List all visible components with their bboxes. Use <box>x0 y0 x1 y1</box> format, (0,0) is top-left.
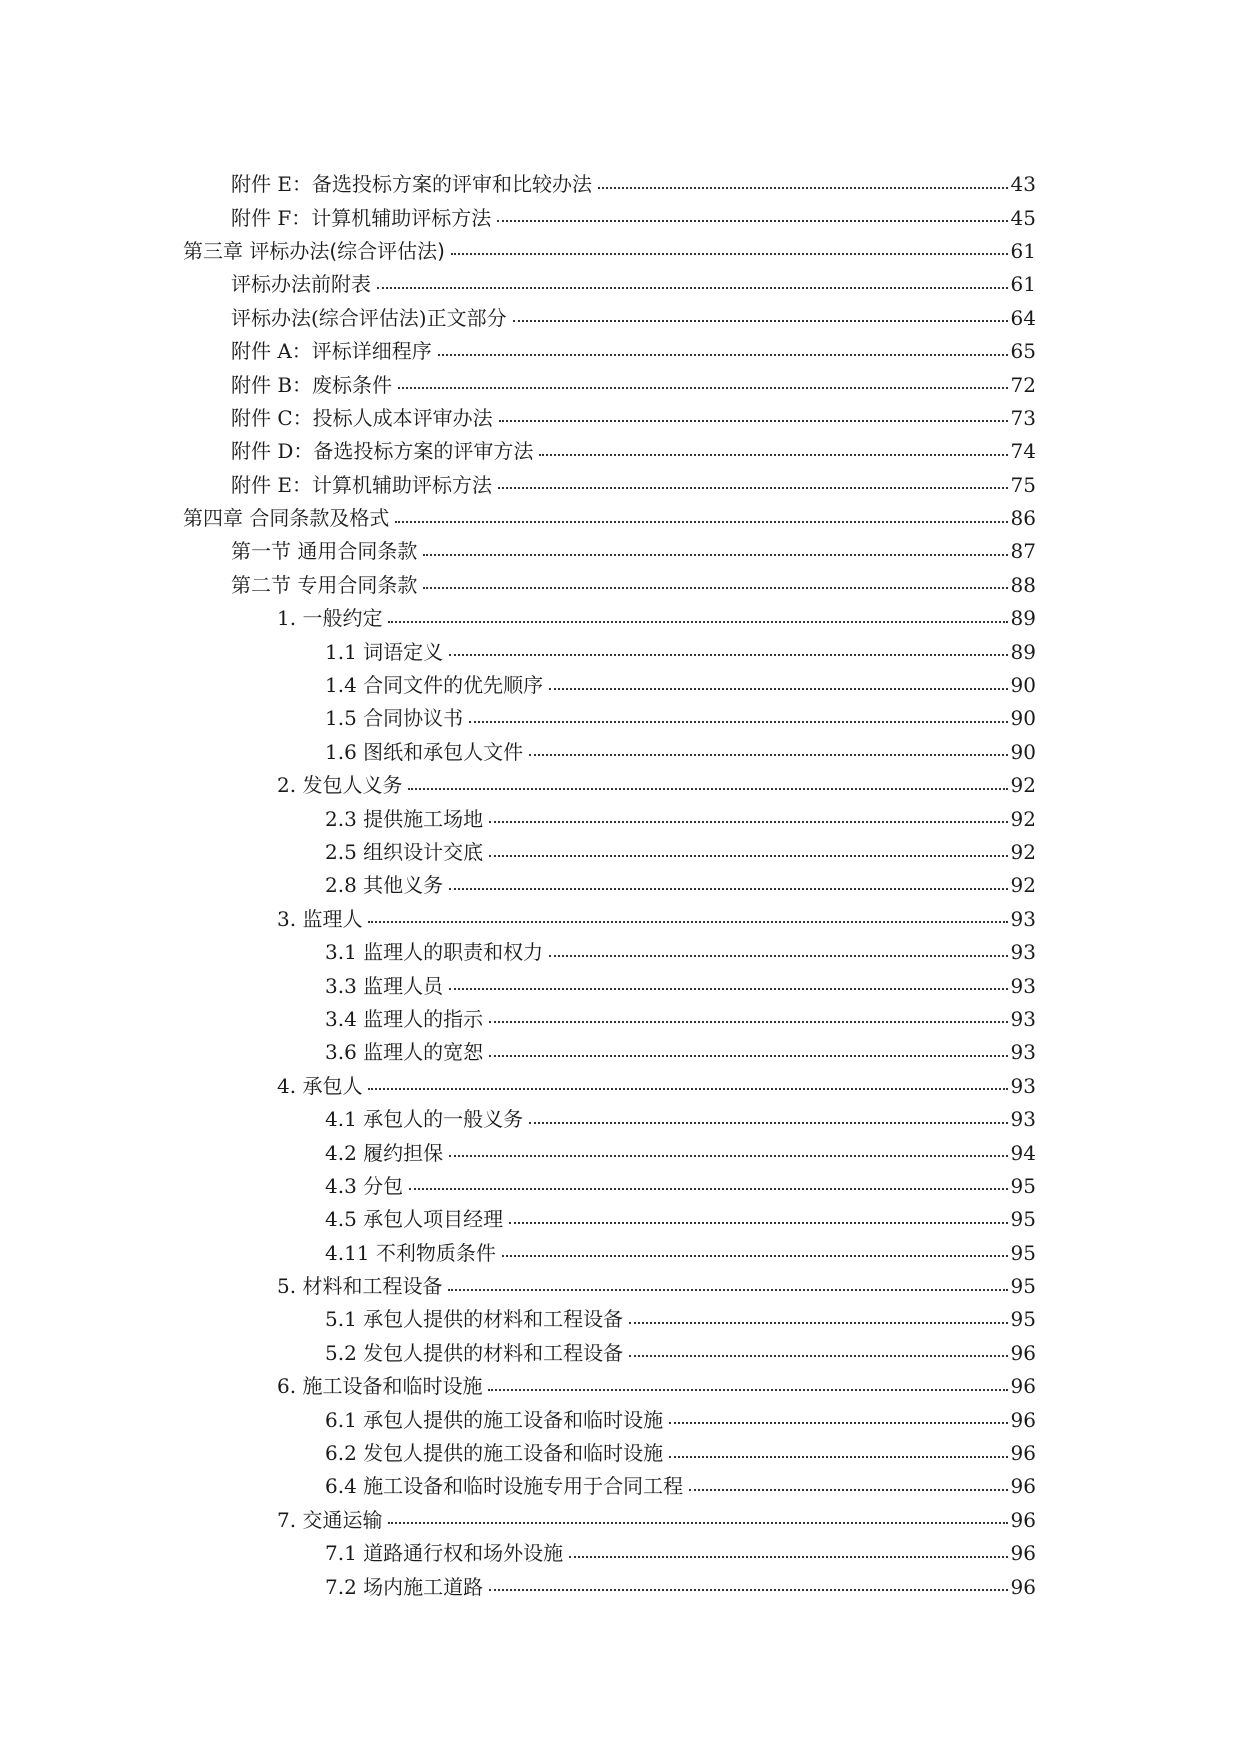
dot-leader <box>569 1556 1007 1558</box>
dot-leader <box>489 1021 1007 1023</box>
toc-entry-page-number: 90 <box>1010 739 1036 764</box>
toc-entry-title: 3.3 监理人员 <box>325 973 444 998</box>
toc-entry-title: 评标办法(综合评估法)正文部分 <box>231 305 507 330</box>
toc-entry[interactable] <box>0 1504 1241 1537</box>
toc-entry[interactable] <box>0 402 1241 435</box>
toc-entry-page-number: 61 <box>1010 272 1036 297</box>
dot-leader <box>449 888 1007 890</box>
toc-entry[interactable] <box>0 268 1241 301</box>
toc-entry-title: 5.1 承包人提供的材料和工程设备 <box>325 1307 624 1332</box>
toc-entry-title: 7.2 场内施工道路 <box>325 1574 484 1599</box>
toc-entry-title: 2. 发包人义务 <box>277 773 403 798</box>
dot-leader <box>598 187 1008 189</box>
dot-leader <box>398 387 1007 389</box>
toc-entry[interactable] <box>0 969 1241 1002</box>
toc-entry[interactable] <box>0 1570 1241 1603</box>
dot-leader <box>489 1055 1007 1057</box>
dot-leader <box>489 855 1007 857</box>
toc-entry-page-number: 90 <box>1010 673 1036 698</box>
dot-leader <box>449 654 1007 656</box>
toc-entry-title: 5.2 发包人提供的材料和工程设备 <box>325 1340 624 1365</box>
dot-leader <box>469 721 1007 723</box>
toc-entry-title: 附件 B：废标条件 <box>231 372 393 397</box>
dot-leader <box>377 287 1008 289</box>
toc-entry[interactable] <box>0 1036 1241 1069</box>
toc-entry-title: 2.5 组织设计交底 <box>325 840 484 864</box>
toc-entry-title: 3.6 监理人的宽恕 <box>325 1040 484 1065</box>
toc-entry-page-number: 95 <box>1010 1274 1036 1299</box>
toc-entry-title: 7.1 道路通行权和场外设施 <box>325 1541 564 1566</box>
dot-leader <box>529 754 1007 756</box>
toc-entry-page-number: 96 <box>1010 1507 1036 1532</box>
toc-entry[interactable] <box>0 1303 1241 1336</box>
toc-entry-title: 4.5 承包人项目经理 <box>325 1207 504 1232</box>
toc-entry-page-number: 93 <box>1010 973 1036 998</box>
table-of-contents <box>0 168 1241 1604</box>
toc-entry[interactable] <box>0 736 1241 769</box>
toc-entry-page-number: 93 <box>1010 1040 1036 1065</box>
dot-leader <box>449 988 1007 990</box>
toc-entry-page-number: 93 <box>1010 1073 1036 1098</box>
toc-entry-page-number: 96 <box>1010 1474 1036 1499</box>
toc-entry-title: 附件 D：备选投标方案的评审方法 <box>231 439 534 464</box>
toc-entry[interactable] <box>0 1003 1241 1036</box>
dot-leader <box>549 955 1007 957</box>
dot-leader <box>629 1322 1007 1324</box>
toc-entry[interactable] <box>0 535 1241 568</box>
toc-entry[interactable] <box>0 1403 1241 1436</box>
toc-entry[interactable] <box>0 1537 1241 1570</box>
dot-leader <box>488 1389 1007 1391</box>
dot-leader <box>395 521 1007 523</box>
toc-entry-page-number: 92 <box>1010 773 1036 798</box>
dot-leader <box>388 621 1007 623</box>
dot-leader <box>509 1222 1007 1224</box>
toc-entry-title: 附件 C：投标人成本评审办法 <box>231 405 493 430</box>
toc-entry[interactable] <box>0 1470 1241 1503</box>
toc-entry-title: 3.4 监理人的指示 <box>325 1006 484 1031</box>
toc-entry-title: 1.6 图纸和承包人文件 <box>325 739 524 764</box>
toc-entry-title: 6.1 承包人提供的施工设备和临时设施 <box>325 1407 664 1432</box>
dot-leader <box>629 1355 1007 1357</box>
toc-entry-page-number: 92 <box>1010 806 1036 831</box>
toc-entry-page-number: 43 <box>1010 172 1036 197</box>
dot-leader <box>502 1255 1008 1257</box>
toc-entry-title: 附件 A：评标详细程序 <box>231 339 432 364</box>
toc-entry-title: 附件 E：计算机辅助评标方法 <box>231 472 492 497</box>
toc-entry-title: 3.1 监理人的职责和权力 <box>325 940 544 965</box>
toc-entry-title: 第三章 评标办法(综合评估法) <box>183 238 445 263</box>
toc-entry-title: 1. 一般约定 <box>277 606 383 631</box>
toc-entry[interactable] <box>0 1337 1241 1370</box>
toc-entry-page-number: 96 <box>1010 1374 1036 1399</box>
toc-entry-page-number: 92 <box>1010 840 1036 864</box>
toc-entry-page-number: 72 <box>1010 372 1036 397</box>
dot-leader <box>388 1522 1007 1524</box>
toc-entry-page-number: 95 <box>1010 1207 1036 1232</box>
toc-entry-page-number: 73 <box>1010 405 1036 430</box>
toc-entry-page-number: 86 <box>1010 506 1036 531</box>
toc-entry[interactable] <box>0 869 1241 902</box>
toc-entry[interactable] <box>0 435 1241 468</box>
toc-entry[interactable] <box>0 802 1241 835</box>
dot-leader <box>408 788 1007 790</box>
dot-leader <box>368 921 1007 923</box>
toc-entry[interactable] <box>0 1170 1241 1203</box>
dot-leader <box>549 688 1007 690</box>
toc-entry[interactable] <box>0 669 1241 702</box>
toc-entry-page-number: 89 <box>1010 639 1036 664</box>
toc-entry-page-number: 96 <box>1010 1407 1036 1432</box>
toc-entry[interactable] <box>0 1370 1241 1403</box>
toc-entry[interactable] <box>0 769 1241 802</box>
dot-leader <box>539 454 1007 456</box>
toc-entry[interactable] <box>0 836 1241 869</box>
dot-leader <box>409 1188 1007 1190</box>
toc-entry-page-number: 95 <box>1010 1173 1036 1198</box>
dot-leader <box>498 487 1008 489</box>
toc-entry-title: 附件 E：备选投标方案的评审和比较办法 <box>231 172 592 197</box>
toc-entry[interactable] <box>0 235 1241 268</box>
toc-entry-page-number: 95 <box>1010 1240 1036 1265</box>
toc-entry-page-number: 95 <box>1010 1307 1036 1332</box>
toc-entry[interactable] <box>0 1070 1241 1103</box>
dot-leader <box>423 554 1007 556</box>
dot-leader <box>368 1088 1007 1090</box>
toc-entry-title: 4.2 履约担保 <box>325 1140 444 1165</box>
toc-entry-title: 5. 材料和工程设备 <box>277 1274 443 1299</box>
dot-leader <box>438 354 1008 356</box>
toc-entry-page-number: 94 <box>1010 1140 1036 1165</box>
dot-leader <box>448 1289 1007 1291</box>
toc-entry[interactable] <box>0 168 1241 201</box>
dot-leader <box>669 1422 1007 1424</box>
toc-entry-title: 4. 承包人 <box>277 1073 363 1098</box>
dot-leader <box>669 1456 1007 1458</box>
toc-entry-title: 第二节 专用合同条款 <box>231 572 418 597</box>
dot-leader <box>529 1122 1007 1124</box>
dot-leader <box>423 587 1007 589</box>
toc-entry-title: 6.2 发包人提供的施工设备和临时设施 <box>325 1441 664 1466</box>
toc-entry-page-number: 92 <box>1010 873 1036 898</box>
toc-entry-title: 附件 F：计算机辅助评标方法 <box>231 205 492 230</box>
toc-entry-page-number: 93 <box>1010 1006 1036 1031</box>
toc-entry-page-number: 93 <box>1010 906 1036 931</box>
toc-entry-page-number: 90 <box>1010 706 1036 731</box>
toc-entry-page-number: 74 <box>1010 439 1036 464</box>
toc-entry[interactable] <box>0 502 1241 535</box>
toc-entry-title: 3. 监理人 <box>277 906 363 931</box>
toc-entry-page-number: 96 <box>1010 1541 1036 1566</box>
toc-entry-page-number: 96 <box>1010 1340 1036 1365</box>
dot-leader <box>513 320 1008 322</box>
toc-entry-page-number: 75 <box>1010 472 1036 497</box>
toc-entry-title: 第四章 合同条款及格式 <box>183 506 390 531</box>
toc-entry[interactable] <box>0 903 1241 936</box>
toc-entry-title: 4.11 不利物质条件 <box>325 1240 496 1265</box>
toc-entry-title: 4.3 分包 <box>325 1173 404 1198</box>
toc-entry-page-number: 45 <box>1010 205 1036 230</box>
dot-leader <box>499 420 1008 422</box>
toc-entry[interactable] <box>0 1203 1241 1236</box>
toc-entry[interactable] <box>0 201 1241 234</box>
toc-entry-page-number: 64 <box>1010 305 1036 330</box>
toc-entry-page-number: 93 <box>1010 940 1036 965</box>
toc-entry-page-number: 65 <box>1010 339 1036 364</box>
toc-entry[interactable] <box>0 602 1241 635</box>
toc-entry[interactable] <box>0 335 1241 368</box>
toc-entry-page-number: 96 <box>1010 1441 1036 1466</box>
toc-entry-page-number: 88 <box>1010 572 1036 597</box>
toc-entry-title: 2.3 提供施工场地 <box>325 806 484 831</box>
toc-entry[interactable] <box>0 1237 1241 1270</box>
toc-entry-title: 第一节 通用合同条款 <box>231 539 418 564</box>
toc-entry[interactable] <box>0 368 1241 401</box>
toc-entry-title: 1.1 词语定义 <box>325 639 444 664</box>
toc-entry[interactable] <box>0 1270 1241 1303</box>
toc-entry-title: 6. 施工设备和临时设施 <box>277 1374 483 1399</box>
toc-entry-title: 2.8 其他义务 <box>325 873 444 898</box>
dot-leader <box>497 220 1007 222</box>
toc-entry-title: 评标办法前附表 <box>231 272 371 297</box>
toc-entry-page-number: 87 <box>1010 539 1036 564</box>
toc-entry-title: 4.1 承包人的一般义务 <box>325 1107 524 1132</box>
toc-entry[interactable] <box>0 302 1241 335</box>
toc-entry[interactable] <box>0 1103 1241 1136</box>
toc-entry-page-number: 61 <box>1010 238 1036 263</box>
toc-entry-title: 1.5 合同协议书 <box>325 706 464 731</box>
toc-entry-page-number: 93 <box>1010 1107 1036 1132</box>
toc-entry[interactable] <box>0 1136 1241 1169</box>
toc-entry[interactable] <box>0 936 1241 969</box>
dot-leader <box>449 1155 1007 1157</box>
toc-entry-title: 6.4 施工设备和临时设施专用于合同工程 <box>325 1474 684 1499</box>
toc-entry[interactable] <box>0 569 1241 602</box>
toc-entry-page-number: 96 <box>1010 1574 1036 1599</box>
toc-entry-title: 1.4 合同文件的优先顺序 <box>325 673 544 698</box>
toc-entry-page-number: 89 <box>1010 606 1036 631</box>
dot-leader <box>689 1489 1007 1491</box>
dot-leader <box>489 1589 1007 1591</box>
dot-leader <box>489 821 1007 823</box>
toc-entry[interactable] <box>0 1437 1241 1470</box>
dot-leader <box>451 253 1008 255</box>
toc-entry[interactable] <box>0 702 1241 735</box>
toc-entry[interactable] <box>0 469 1241 502</box>
toc-entry[interactable] <box>0 635 1241 668</box>
toc-entry-title: 7. 交通运输 <box>277 1507 383 1532</box>
